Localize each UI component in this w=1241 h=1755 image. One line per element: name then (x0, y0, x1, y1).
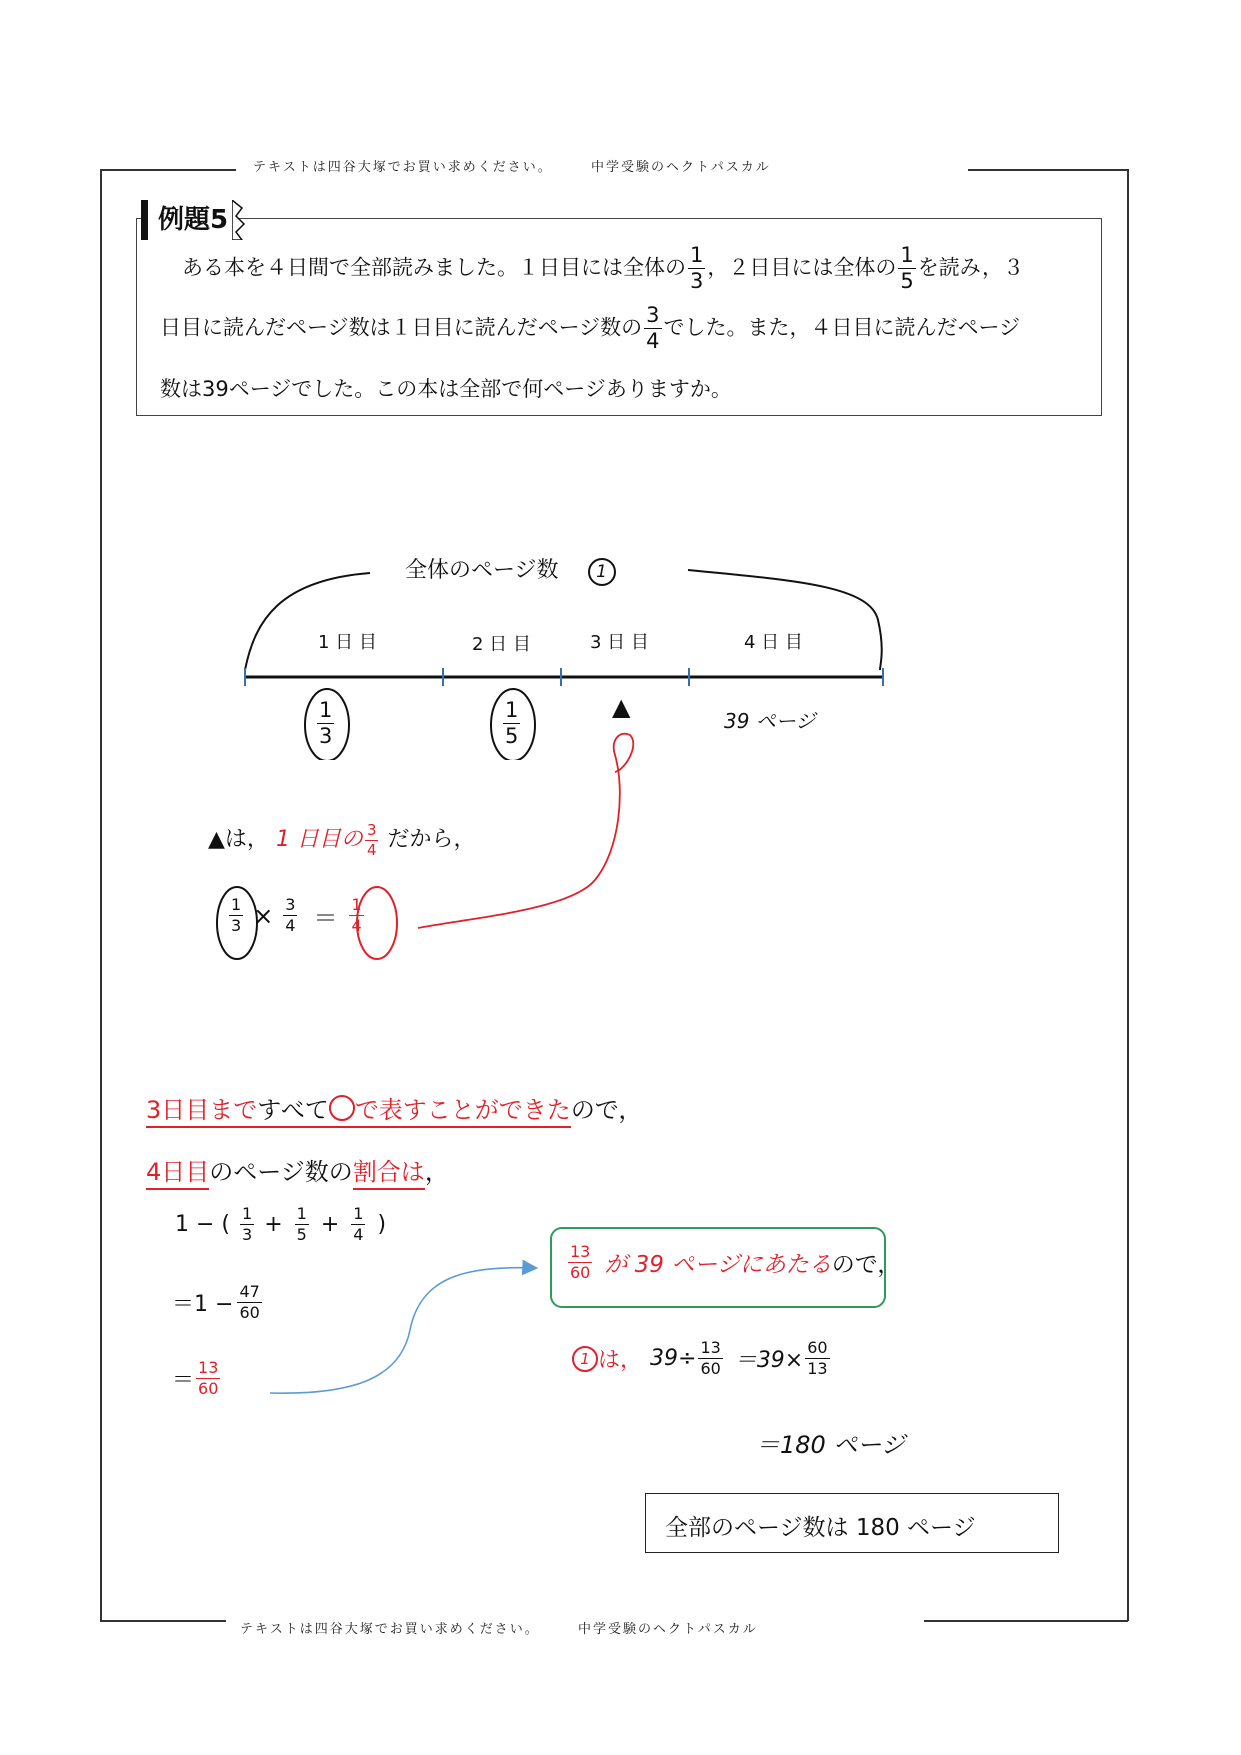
answer-result: ＝180 ページ (756, 1431, 905, 1459)
calc-line-3: ＝ $\frac{13}{60}$ (172, 1358, 219, 1398)
example-label: 例題5 (141, 200, 233, 240)
final-answer: 全部のページ数は 180 ページ (665, 1515, 976, 1541)
blue-arrow (260, 1250, 550, 1410)
problem-fraction-2: $\frac{1}{5}$ (900, 243, 914, 293)
footer-rule-right (924, 1620, 1128, 1622)
total-brace (245, 573, 370, 670)
example-label-tail (232, 200, 248, 240)
day3-label: 3 日 目 (590, 632, 649, 653)
day4-label: 4 日 目 (744, 632, 803, 653)
key-box-content: $\frac{13}{60}$ が 39 ページにあたる ので， (570, 1242, 901, 1282)
answer-circle: 1 (572, 1346, 598, 1372)
header-rule-right (968, 169, 1128, 171)
day1-fraction: $\frac{1}{3}$ (319, 698, 333, 748)
problem-fraction-3: $\frac{3}{4}$ (646, 303, 660, 353)
problem-line-2: 日目に読んだページ数は１日目に読んだページ数の $\frac{3}{4}$ でした。また，４日目に読んだページ (160, 303, 1021, 353)
footer-text (240, 1618, 758, 1637)
step2-line2: 4日目のページ数の割合は， (146, 1152, 449, 1187)
step1-equation: $\frac{1}{3}$ × $\frac{3}{4}$ ＝ $\frac{1}{4}$ (231, 895, 362, 935)
step1-lead: ▲は， 1 日目の $\frac{3}{4}$ だから， (208, 820, 476, 859)
day2-label: 2 日 目 (472, 634, 531, 655)
header-notice: テキストは四谷大塚でお買い求めください。 (253, 160, 553, 175)
footer-rule-left (100, 1620, 226, 1622)
total-circle: 1 (588, 558, 616, 586)
problem-line-1: ある本を４日間で全部読みました。１日目には全体の $\frac{1}{3}$ ，２日目には全体の $\frac{1}{5}$ を読み，３ (182, 243, 1025, 293)
header-text (253, 156, 771, 175)
footer-brand: 中学受験のヘクトパスカル (578, 1622, 758, 1637)
calc-line-1: 1 − ( $\frac{1}{3}$ + $\frac{1}{5}$ + $\frac{1}{4}$ ) (175, 1204, 387, 1244)
header-brand: 中学受験のヘクトパスカル (591, 160, 771, 175)
answer-line: 1 は， 39÷ $\frac{13}{60}$ ＝39× $\frac{60}{13}$ (572, 1340, 832, 1377)
frame-left (100, 169, 102, 1621)
day4-pages: 39 ページ (724, 709, 816, 733)
header-rule-left (100, 169, 236, 171)
day2-fraction: $\frac{1}{5}$ (505, 698, 519, 748)
calc-line-2: ＝1 − $\frac{47}{60}$ (172, 1282, 260, 1322)
frame-right (1127, 169, 1129, 1621)
circle-symbol (329, 1095, 355, 1121)
day1-label: 1 日 目 (318, 632, 377, 653)
day3-triangle: ▲ (612, 693, 631, 721)
footer-notice: テキストは四谷大塚でお買い求めください。 (240, 1622, 540, 1637)
step2-line1: 3日目まですべて で表すことができたので， (146, 1090, 642, 1125)
problem-line-3: 数は39ページでした。この本は全部で何ページありますか。 (160, 377, 732, 401)
problem-fraction-1: $\frac{1}{3}$ (690, 243, 704, 293)
total-label: 全体のページ数 1 (405, 553, 616, 586)
